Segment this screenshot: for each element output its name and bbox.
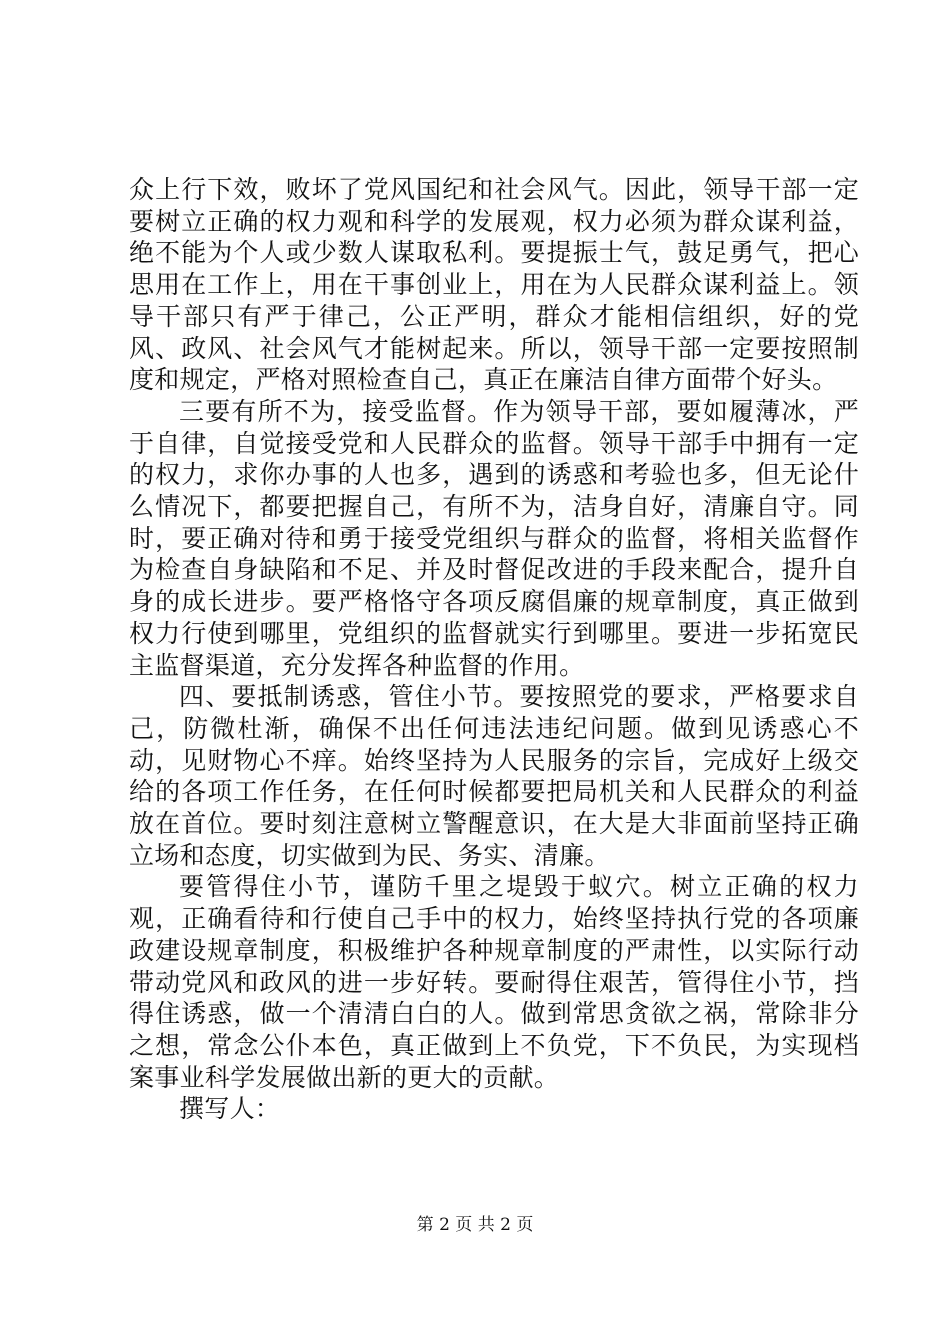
body-text bbox=[129, 174, 859, 1125]
paragraph-mind-small-details: 要管得住小节，谨防千里之堤毁于蚁穴。树立正确的权力观，正确看待和行使自己手中的权力，始终坚持执行党的各项廉政建设规章制度，积极维护各种规章制度的严肃性，以实际行动带动党风和政风的进一步好转。要耐得住艰苦，管得住小节，挡得住诱惑，做一个清清白白的人。做到常思贪欲之祸，常除非分之想，常念公仆本色，真正做到上不负党，下不负民，为实现档案事业科学发展做出新的更大的贡献。 bbox=[129, 872, 859, 1092]
paragraph-accept-supervision: 三要有所不为，接受监督。作为领导干部，要如履薄冰，严于自律，自觉接受党和人民群众的监督。领导干部手中拥有一定的权力，求你办事的人也多，遇到的诱惑和考验也多，但无论什么情况下，都要把握自己，有所不为，洁身自好，清廉自守。同时，要正确对待和勇于接受党组织与群众的监督，将相关监督作为检查自身缺陷和不足、并及时督促改进的手段来配合，提升自身的成长进步。要严格恪守各项反腐倡廉的规章制度，真正做到权力行使到哪里，党组织的监督就实行到哪里。要进一步拓宽民主监督渠道，充分发挥各种监督的作用。 bbox=[129, 396, 859, 680]
author-line: 撰写人： bbox=[179, 1094, 281, 1124]
paragraph-continuation: 众上行下效，败坏了党风国纪和社会风气。因此，领导干部一定要树立正确的权力观和科学的发展观，权力必须为群众谋利益，绝不能为个人或少数人谋取私利。要提振士气，鼓足勇气，把心思用在工作上，用在干事创业上，用在为人民群众谋利益上。领导干部只有严于律己，公正严明，群众才能相信组织，好的党风、政风、社会风气才能树起来。所以，领导干部一定要按照制度和规定，严格对照检查自己，真正在廉洁自律方面带个好头。 bbox=[129, 175, 859, 395]
page-number-footer: 第 2 页 共 2 页 bbox=[416, 1215, 534, 1235]
paragraph-resist-temptation: 四、要抵制诱惑，管住小节。要按照党的要求，严格要求自己，防微杜渐，确保不出任何违法违纪问题。做到见诱惑心不动，见财物心不痒。始终坚持为人民服务的宗旨，完成好上级交给的各项工作任务，在任何时候都要把局机关和人民群众的利益放在首位。要时刻注意树立警醒意识，在大是大非面前坚持正确立场和态度，切实做到为民、务实、清廉。 bbox=[129, 682, 859, 870]
